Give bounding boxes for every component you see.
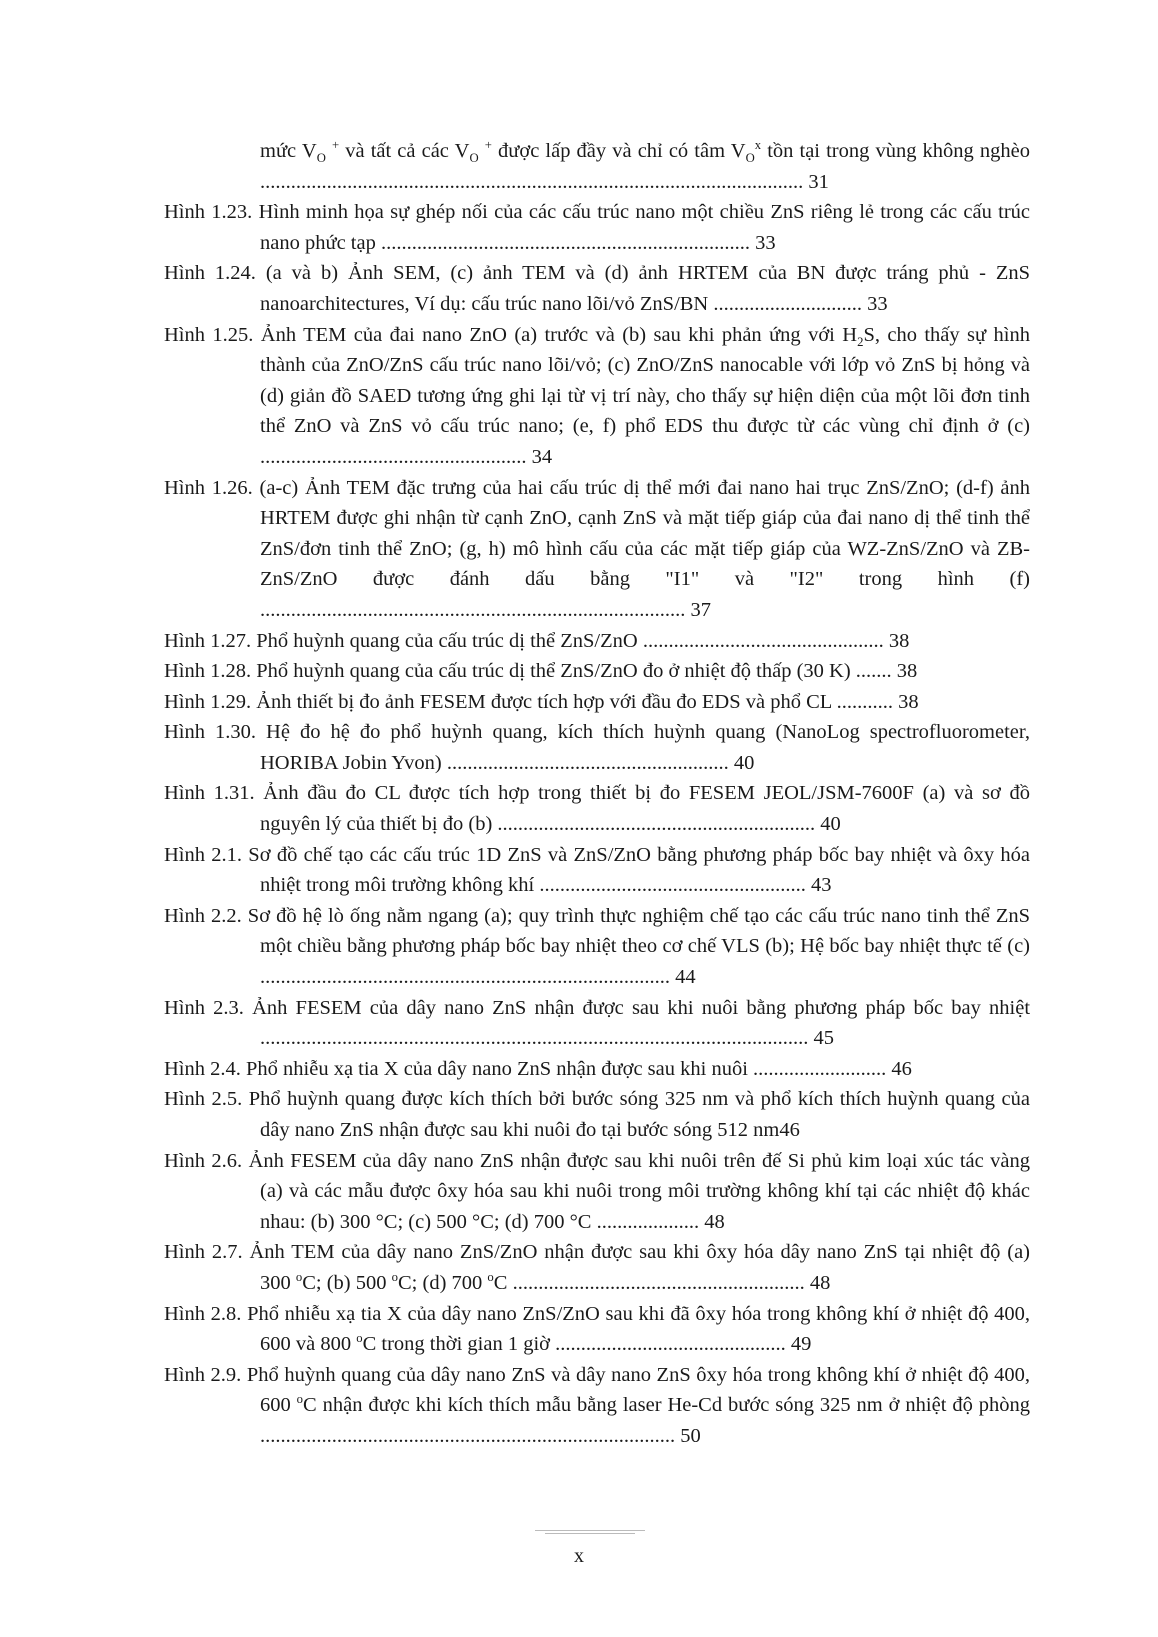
entry-text: Hệ đo hệ đo phổ huỳnh quang, kích thích huỳnh quang (NanoLog spectrofluorometer, HORIBA Jobin Yvon) ....................................................... 40 <box>256 721 1030 774</box>
entry-text: mức $V_O$ + và tất cả các $V_O$ + được lấp đầy và chỉ có tâm $V_O^x$ tồn tại trong vùng không nghèo .......................................................................................................... 31 <box>260 138 1031 193</box>
figure-label: Hình 1.28. <box>164 660 252 683</box>
entry-text: Ảnh đầu đo CL được tích hợp trong thiết bị đo FESEM JEOL/JSM-7600F (a) và sơ đồ nguyên lý của thiết bị đo (b) .............................................................. 40 <box>254 782 1030 836</box>
figure-label: Hình 1.25. <box>164 323 254 346</box>
entry-text: Ảnh TEM của dây nano ZnS/ZnO nhận được sau khi ôxy hóa dây nano ZnS tại nhiệt độ (a) 300 $^o$C; (b) 500 $^o$C; (d) 700 $^o$C ......................................................... 48 <box>242 1241 1031 1294</box>
figure-list-entry <box>164 1299 1030 1360</box>
figure-list-entry <box>164 778 1030 839</box>
entry-text: Phổ huỳnh quang của cấu trúc dị thể ZnS/ZnO ............................................... 38 <box>251 629 910 652</box>
figure-label: Hình 2.7. <box>164 1241 243 1264</box>
figure-list <box>164 136 1030 1452</box>
entry-text: Phổ huỳnh quang của cấu trúc dị thể ZnS/ZnO đo ở nhiệt độ thấp (30 K) ....... 38 <box>251 660 918 683</box>
figure-list-entry <box>164 1084 1030 1145</box>
figure-list-entry <box>164 1237 1030 1298</box>
figure-list-entry <box>164 320 1030 473</box>
entry-text: (a-c) Ảnh TEM đặc trưng của hai cấu trúc dị thể mới đai nano hai trục ZnS/ZnO; (d-f) ảnh HRTEM được ghi nhận từ cạnh ZnO, cạnh ZnS và mặt tiếp giáp của đai nano dị thể tinh thể ZnS/đơn tinh thể ZnO; (g, h) mô hình cấu của các mặt tiếp giáp của WZ-ZnS/ZnO và ZB-ZnS/ZnO được đánh dấu bằng "I1" và "I2" trong hình (f) ................................................................................... 37 <box>252 476 1031 621</box>
entry-text: Sơ đồ chế tạo các cấu trúc 1D ZnS và ZnS/ZnO bằng phương pháp bốc bay nhiệt và ôxy hóa nhiệt trong môi trường không khí .................................................... 43 <box>242 843 1031 897</box>
entry-text: Phổ nhiễu xạ tia X của dây nano ZnS/ZnO sau khi đã ôxy hóa trong không khí ở nhiệt độ 400, 600 và 800 $^o$C trong thời gian 1 giờ ............................................. 49 <box>241 1302 1031 1356</box>
figure-list-entry <box>164 258 1030 319</box>
figure-label: Hình 2.4. <box>164 1057 241 1080</box>
figure-list-entry <box>164 717 1030 778</box>
entry-text: Phổ huỳnh quang được kích thích bởi bước sóng 325 nm và phổ kích thích huỳnh quang của dây nano ZnS nhận được sau khi nuôi đo tại bước sóng 512 nm46 <box>242 1088 1030 1141</box>
figure-list-entry <box>164 626 1030 657</box>
figure-label: Hình 1.26. <box>164 476 253 499</box>
figure-label: Hình 1.30. <box>164 721 257 744</box>
entry-text: Sơ đồ hệ lò ống nằm ngang (a); quy trình thực nghiệm chế tạo các cấu trúc nano tinh thể ZnS một chiều bằng phương pháp bốc bay nhiệt theo cơ chế VLS (b); Hệ bốc bay nhiệt thực tế (c) ................................................................................ 44 <box>241 904 1031 989</box>
footer-divider <box>535 1530 645 1536</box>
entry-text: Ảnh FESEM của dây nano ZnS nhận được sau khi nuôi trên đế Si phủ kim loại xúc tác vàng (a) và các mẫu được ôxy hóa sau khi nuôi trong môi trường không khí tại các nhiệt độ khác nhau: (b) 300 °C; (c) 500 °C; (d) 700 °C .................... 48 <box>242 1149 1031 1233</box>
figure-label: Hình 1.23. <box>164 201 253 224</box>
figure-list-entry <box>164 473 1030 626</box>
figure-list-entry <box>164 136 1030 197</box>
entry-text: Ảnh FESEM của dây nano ZnS nhận được sau khi nuôi bằng phương pháp bốc bay nhiệt ........................................................................................................... 45 <box>243 996 1031 1050</box>
figure-list-entry <box>164 901 1030 993</box>
figure-list-entry <box>164 1054 1030 1085</box>
entry-text: Phổ huỳnh quang của dây nano ZnS và dây nano ZnS ôxy hóa trong không khí ở nhiệt độ 400, 600 $^o$C nhận được khi kích thích mẫu bằng laser He-Cd bước sóng 325 nm ở nhiệt độ phòng ................................................................................. 50 <box>241 1363 1031 1447</box>
entry-text: Ảnh thiết bị đo ảnh FESEM được tích hợp với đầu đo EDS và phổ CL ........... 38 <box>251 690 919 713</box>
figure-label: Hình 2.3. <box>164 996 244 1019</box>
figure-label: Hình 2.6. <box>164 1149 243 1172</box>
figure-label: Hình 2.1. <box>164 843 243 866</box>
figure-label: Hình 1.24. <box>164 262 256 285</box>
figure-list-entry <box>164 1360 1030 1452</box>
figure-label: Hình 1.31. <box>164 782 255 805</box>
entry-text: Hình minh họa sự ghép nối của các cấu trúc nano một chiều ZnS riêng lẻ trong các cấu trúc nano phức tạp ........................................................................ 33 <box>252 201 1031 254</box>
figure-label: Hình 2.8. <box>164 1302 242 1325</box>
figure-label: Hình 1.29. <box>164 690 252 713</box>
page-number: x <box>574 1545 584 1567</box>
entry-text: (a và b) Ảnh SEM, (c) ảnh TEM và (d) ảnh HRTEM của BN được tráng phủ - ZnS nanoarchitectures, Ví dụ: cấu trúc nano lõi/vỏ ZnS/BN ............................. 33 <box>255 262 1030 315</box>
figure-list-entry <box>164 993 1030 1054</box>
entry-text: Phổ nhiễu xạ tia X của dây nano ZnS nhận được sau khi nuôi .......................... 46 <box>240 1057 912 1080</box>
figure-list-entry <box>164 197 1030 258</box>
figure-list-entry <box>164 687 1030 718</box>
figure-label: Hình 1.27. <box>164 629 252 652</box>
figure-list-entry <box>164 840 1030 901</box>
figure-label: Hình 2.9. <box>164 1363 242 1386</box>
figure-label: Hình 2.2. <box>164 904 242 927</box>
figure-label: Hình 2.5. <box>164 1088 243 1111</box>
figure-list-entry <box>164 656 1030 687</box>
entry-text: Ảnh TEM của đai nano ZnO (a) trước và (b) sau khi phản ứng với $H_2S$, cho thấy sự hình thành của ZnO/ZnS cấu trúc nano lõi/vỏ; (c) ZnO/ZnS nanocable với lớp vỏ ZnS bị hỏng và (d) giản đồ SAED tương ứng ghi lại từ vị trí này, cho thấy sự hiện diện của một lõi đơn tinh thể ZnO và ZnS vỏ cấu trúc nano; (e, f) phổ EDS thu được từ các vùng chỉ định ở (c) .................................................... 34 <box>253 323 1030 468</box>
figure-list-entry <box>164 1146 1030 1238</box>
